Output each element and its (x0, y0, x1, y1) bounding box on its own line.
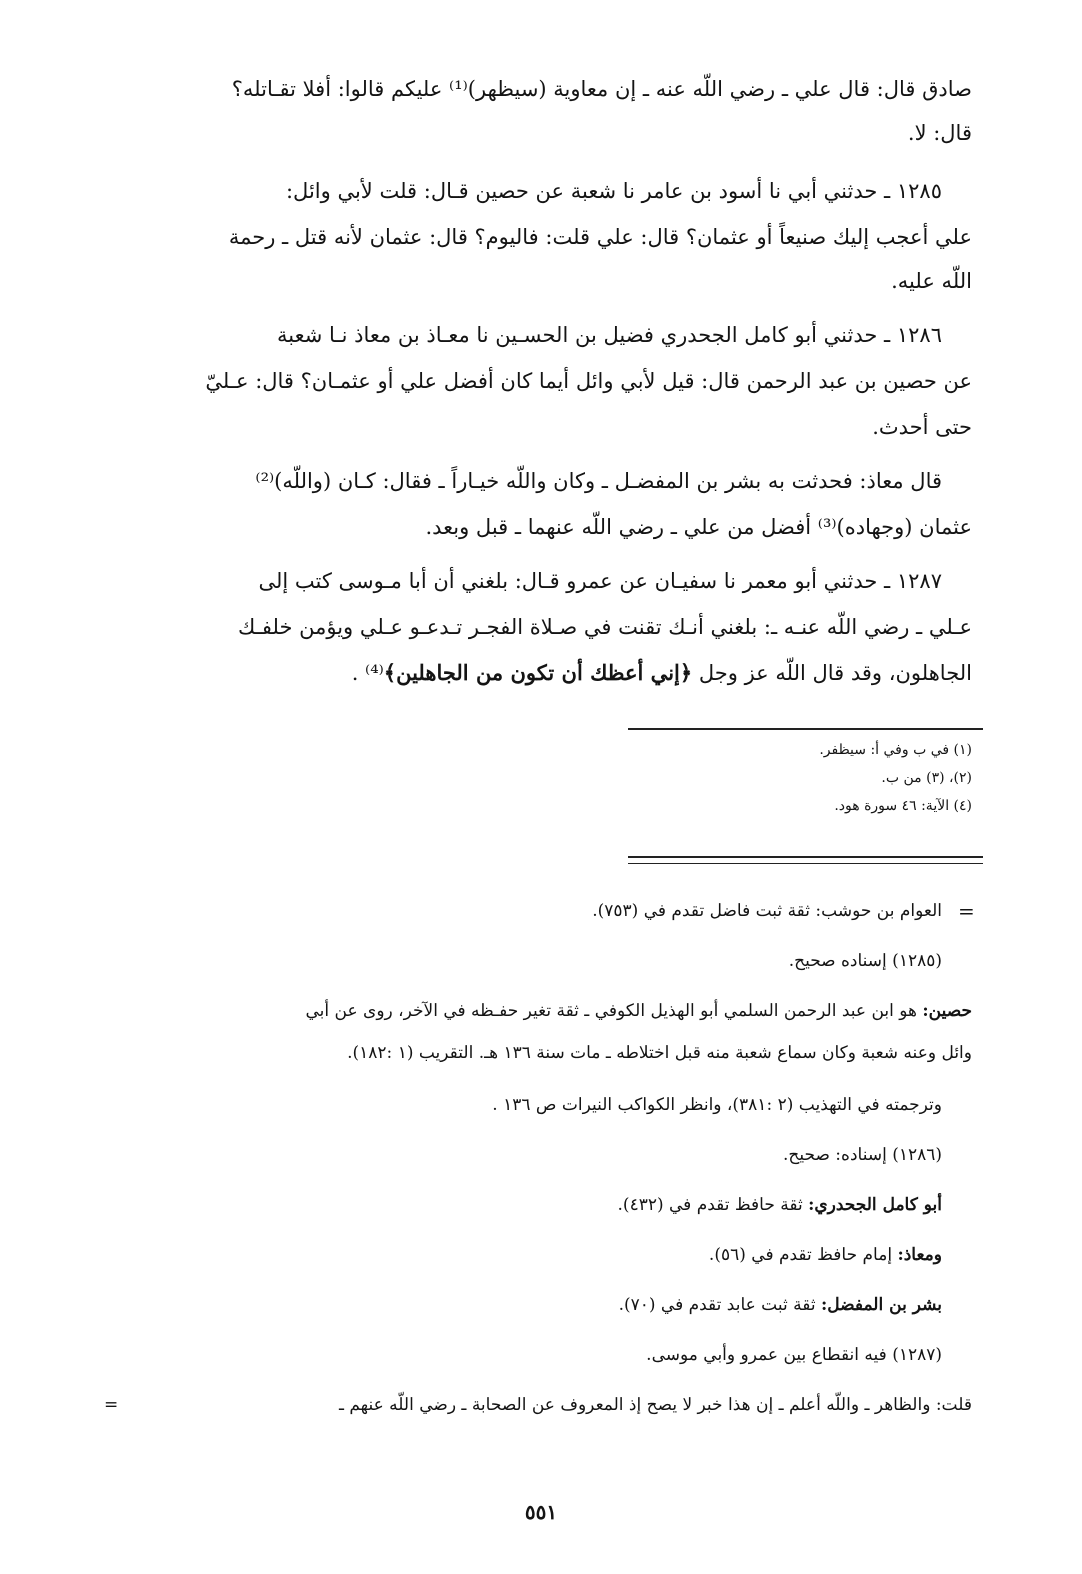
text-line: اللّه عليه. (891, 269, 972, 293)
text-line: صادق قال: قال علي ـ رضي اللّه عنه ـ إن معاوية (سيظهر)⁽¹⁾ عليكم قالوا: أفلا تقـاتله؟ (231, 77, 972, 101)
text-span: ثقة ثبت عابد تقدم في (٧٠). (618, 1295, 821, 1315)
hadith-1285-line: ١٢٨٥ ـ حدثني أبي نا أسود بن عامر نا شعبة عن حصين قـال: قلت لأبي وائل: (285, 179, 942, 203)
continuation-mark: = (104, 1395, 119, 1415)
commentary-line: العوام بن حوشب: ثقة ثبت فاضل تقدم في (٧٥٣). (592, 901, 942, 921)
text-line: عـلي ـ رضي اللّه عنـه ـ: بلغني أنـك تقنت في صـلاة الفجـر تـدعـو عـلي ويؤمن خلفـك (238, 615, 972, 639)
footnote: (٢)، (٣) من ب. (881, 770, 972, 786)
text-line: علي أعجب إليك صنيعاً أو عثمان؟ قال: علي قلت: فاليوم؟ قال: عثمان لأنه قتل ـ رحمة (228, 225, 972, 249)
commentary-line: وترجمته في التهذيب (٢ :٣٨١)، وانظر الكواكب النيرات ص ١٣٦ . (492, 1095, 942, 1115)
commentary-line (619, 1292, 942, 1318)
commentary-rule-top (628, 856, 983, 858)
commentary-line: (١٢٨٧) فيه انقطاع بين عمرو وأبي موسى. (646, 1345, 942, 1365)
commentary-line: (١٢٨٥) إسناده صحيح. (788, 951, 942, 971)
narrator-name: ومعاذ: (897, 1245, 942, 1265)
quran-verse: ﴿إني أعظك أن تكون من الجاهلين﴾ (383, 660, 693, 685)
commentary-line (618, 1192, 942, 1218)
commentary-line (709, 1242, 942, 1268)
narrator-name: بشر بن المفضل: (820, 1295, 942, 1315)
text-span: إمام حافظ تقدم في (٥٦). (708, 1245, 898, 1265)
text-span: هو ابن عبد الرحمن السلمي أبو الهذيل الكوفي ـ ثقة تغير حفـظه في الآخر، روى عن أبي (305, 1001, 923, 1021)
text-span: ثقة حافظ تقدم في (٤٣٢). (617, 1195, 809, 1215)
page-number: ٥٥١ (524, 1500, 558, 1524)
text-span: الجاهلون، وقد قال اللّه عز وجل (692, 661, 972, 685)
text-line: قال: لا. (907, 121, 972, 145)
text-line: حتى أحدث. (872, 415, 972, 439)
narrator-name: أبو كامل الجحدري: (808, 1195, 942, 1215)
hadith-1286-line: ١٢٨٦ ـ حدثني أبو كامل الجحدري فضيل بن الحسـين نا معـاذ بن معاذ نـا شعبة (277, 323, 942, 347)
footnote-rule (628, 728, 983, 730)
text-line: عن حصين بن عبد الرحمن قال: قيل لأبي وائل أيما كان أفضل علي أو عثمـان؟ قال: عـليّ (205, 369, 972, 393)
commentary-line (306, 998, 972, 1024)
narrator-name: حصين: (922, 1001, 972, 1021)
text-span: ⁽⁴⁾ . (351, 661, 384, 685)
text-line: قال معاذ: فحدثت به بشر بن المفضـل ـ وكان واللّه خيـاراً ـ فقال: كـان (واللّه)⁽²⁾ (255, 469, 942, 493)
commentary-rule-bottom (628, 863, 983, 864)
hadith-1287-line: ١٢٨٧ ـ حدثني أبو معمر نا سفيـان عن عمرو قـال: بلغني أن أبا مـوسى كتب إلى (258, 569, 942, 593)
text-line: عثمان (وجهاده)⁽³⁾ أفضل من علي ـ رضي اللّه عنهما ـ قبل وبعد. (425, 515, 972, 539)
commentary-line: (١٢٨٦) إسناده: صحيح. (782, 1145, 942, 1165)
commentary-line: قلت: والظاهر ـ واللّه أعلم ـ إن هذا خبر لا يصح إذ المعروف عن الصحابة ـ رضي اللّه عنهم ـ (338, 1395, 972, 1415)
continuation-mark: = (958, 899, 975, 923)
text-line (352, 658, 972, 688)
commentary-line: وائل وعنه شعبة وكان سماع شعبة منه قبل اختلاطه ـ مات سنة ١٣٦ هـ. التقريب (١ :١٨٢). (347, 1043, 972, 1063)
footnote: (٤) الآية: ٤٦ سورة هود. (834, 798, 972, 814)
footnote: (١) في ب وفي أ: سيظفر. (819, 742, 972, 758)
